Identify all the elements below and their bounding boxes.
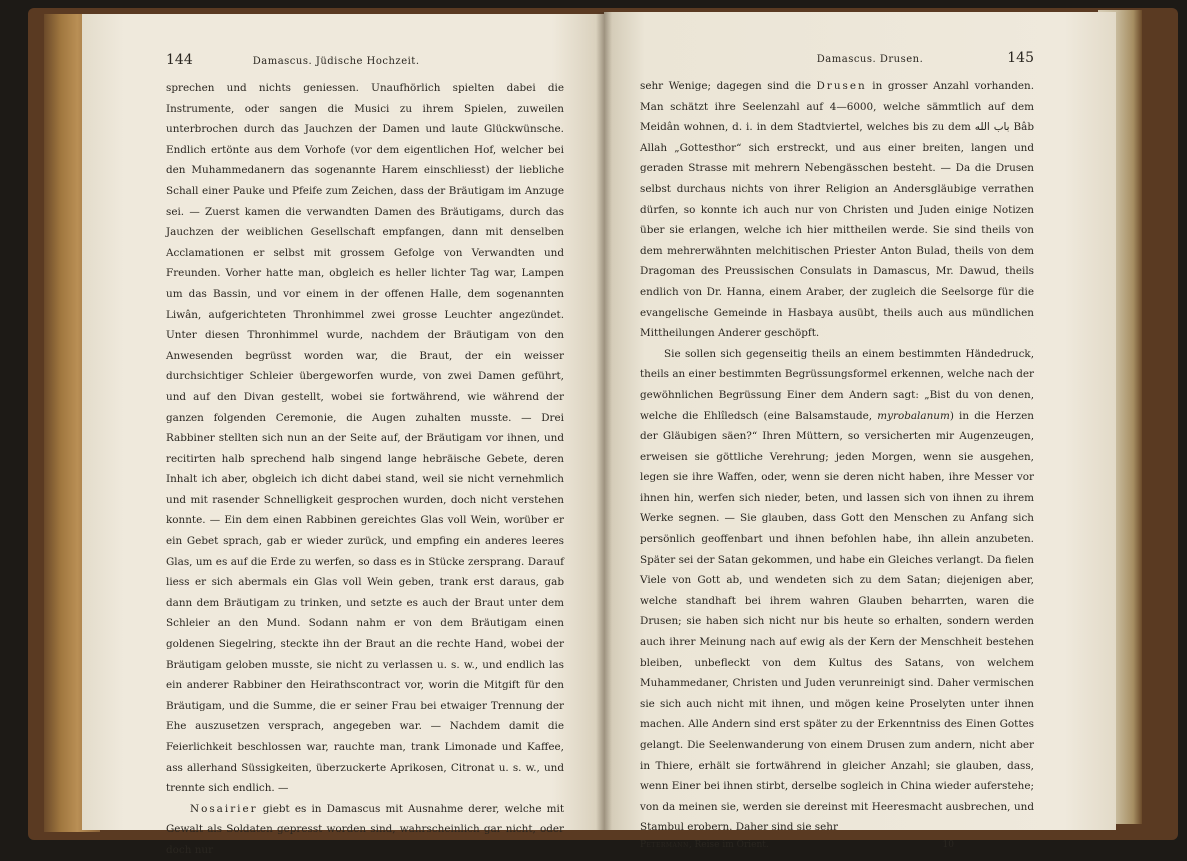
page-number: 144 <box>166 52 193 68</box>
paragraph-text: Sie sollen sich gegenseitig theils an einem bestimmten Händedruck, theils an einer bestimmten Begrüssungsformel erkennen, welche nach der gewöhnlichen Begrüssung Einer dem Andern sagt: „Bist du von denen, welche die Ehlîledsch (eine Balsamstaude, <box>640 347 1034 422</box>
paragraph: sprechen und nichts geniessen. Unaufhörlich spielten dabei die Instrumente, oder sangen die Musici zu ihrem Spielen, zuweilen unterbrochen durch das Jauchzen der Damen und laute Glückwünsche. Endlich ertönte aus dem Vorhofe (vor dem eigentlichen Hof, welcher bei den Muhammedanern das sogenannte Harem einschliesst) der liebliche Schall einer Pauke und Pfeife zum Zeichen, dass der Bräutigam im Anzuge sei. — Zuerst kamen die verwandten Damen des Bräutigams, durch das Jauchzen der weiblichen Gesellschaft empfangen, dann mit denselben Acclamationen er selbst mit grossem Gefolge von Verwandten und Freunden. Vorher hatte man, obgleich es heller lichter Tag war, Lampen um das Bassin, und vor einem in der offenen Halle, dem sogenannten Liwân, aufgerichteten Thronhimmel zwei grosse Leuchter angezündet. Unter diesen Thronhimmel wurde, nachdem der Bräutigam von den Anwesenden begrüsst worden war, die Braut, der ein weisser durchsichtiger Schleier übergeworfen wurde, von zwei Damen geführt, und auf den Divan gestellt, wobei sie fortwährend, wie während der ganzen folgenden Ceremonie, die Augen zuhalten musste. — Drei Rabbiner stellten sich nun an der Seite auf, der Bräutigam vor ihnen, und recitirten halb sprechend halb singend lange hebräische Gebete, deren Inhalt ich aber, obgleich ich dicht dabei stand, weil sie nicht vernehmlich und mit rasender Schnelligkeit gesprochen wurden, doch nicht verstehen konnte. — Ein dem einen Rabbinen gereichtes Glas voll Wein, worüber er ein Gebet sprach, gab er wieder zurück, und empfing ein anderes leeres Glas, um es auf die Erde zu werfen, so dass es in Stücke zersprang. Darauf liess er sich abermals ein Glas voll Wein geben, trank erst daraus, gab dann dem Bräutigam zu trinken, und setzte es auch der Braut unter dem Schleier an den Mund. Sodann nahm er von dem Bräutigam einen goldenen Siegelring, steckte ihn der Braut an die rechte Hand, wobei der Bräutigam geloben musste, sie nicht zu verlassen u. s. w., und endlich las ein anderer Rabbiner den Heirathscontract vor, worin die Mitgift für den Bräutigam, und die Summe, die er seiner Frau bei etwaiger Trennung der Ehe auszusetzen versprach, angegeben war. — Nachdem damit die Feierlichkeit beschlossen war, rauchte man, trank Limonade und Kaffee, ass allerhand Süssigkeiten, überzuckerte Aprikosen, Citronat u. s. w., und trennte sich endlich. — <box>166 82 564 795</box>
paragraph <box>166 799 564 861</box>
spaced-word: Nosairier <box>190 802 258 815</box>
signature-number: 10 <box>942 839 954 850</box>
italic-term: myrobalanum <box>877 409 950 422</box>
paragraph-text: sehr Wenige; dagegen sind die <box>640 80 817 92</box>
right-page <box>604 12 1116 850</box>
signature-line <box>640 840 1034 850</box>
running-head: Damascus. Drusen. <box>816 54 924 65</box>
arabic-text: باب الله <box>974 121 1010 134</box>
paragraph-text: Bâb Allah „Gottesthor“ sich erstreckt, und aus einer breiten, langen und geraden Strasse mit mehrern Nebengässchen besteht. — Da die Drusen selbst durchaus nichts von ihrer Religion an Andersgläubige verrathen dürfen, so konnte ich auch nur von Christen und Juden einige Notizen über sie erlangen, welche ich hier mittheilen werde. Sie sind theils von dem mehrerwähnten melchitischen Priester Anton Bulad, theils von dem Dragoman des Preussischen Consulats in Damascus, Mr. Dawud, theils endlich von Dr. Hanna, einem Araber, der zugleich die Seelsorge für die evangelische Gemeinde in Hasbaya ausübt, theils auch aus mündlichen Mittheilungen Anderer geschöpft. <box>640 121 1034 340</box>
page-number: 145 <box>1007 50 1034 66</box>
signature-rest: , Reise im Orient. <box>688 839 769 850</box>
left-page <box>82 14 604 856</box>
paragraph-text: in grosser Anzahl vorhanden. Man schätzt ihre Seelenzahl auf 4—6000, welche sämmtlich auf dem Meidân wohnen, d. i. in dem Stadtviertel, welches bis zu dem <box>640 80 1035 134</box>
left-page-header <box>166 52 564 68</box>
book-gutter <box>596 12 612 830</box>
paragraph-text: ) in die Herzen der Gläubigen säen?“ Ihren Müttern, so versicherten mir Augenzeugen, erweisen sie göttliche Verehrung; jeden Morgen, wenn sie ausgehen, legen sie ihre Waffen, oder, wenn sie deren nicht haben, ihre Messer vor ihnen hin, werfen sich nieder, beten, und lassen sich von ihnen zu ihrem Werke segnen. — Sie glauben, dass Gott den Menschen zu Anfang sich persönlich geoffenbart und ihnen befohlen habe, ihn allein anzubeten. Später sei der Satan gekommen, und habe ein Gleiches verlangt. Da fielen Viele von Gott ab, und wendeten sich zu dem Satan; diejenigen aber, welche standhaft bei ihrem wahren Glauben beharrten, waren die Drusen; sie haben sich nicht nur bis heute so erhalten, sondern werden auch ihrer Meinung nach auf ewig als der Kern der Menschheit bestehen bleiben, unbefleckt von dem Kultus des Satans, von welchem Muhammedaner, Christen und Juden verunreinigt sind. Daher vermischen sie sich auch nicht mit ihnen, und mögen keine Proselyten unter ihnen machen. Alle Andern sind erst später zu der Erkenntniss des Einen Gottes gelangt. Die Seelenwanderung von einem Drusen zum andern, nicht aber in Thiere, erhält sie fortwährend in gleicher Anzahl; sie glauben, dass, wenn Einer bei ihnen stirbt, derselbe sogleich in China wieder auferstehe; von da meinen sie, werden sie dereinst mit Heeresmacht ausbrechen, und Stambul erobern. Daher sind sie sehr <box>640 409 1034 834</box>
signature-name: Petermann <box>640 839 689 850</box>
spaced-word: Drusen <box>816 80 867 92</box>
paragraph <box>640 76 1034 344</box>
running-head: Damascus. Jüdische Hochzeit. <box>252 56 420 67</box>
right-page-body <box>640 76 1034 838</box>
paragraph <box>640 344 1034 838</box>
right-page-header <box>640 50 1034 66</box>
paragraph-text: giebt es in Damascus mit Ausnahme derer, welche mit Gewalt als Soldaten gepresst worden sind, wahrscheinlich gar nicht, oder doch nur <box>166 802 564 856</box>
left-page-body <box>166 78 564 861</box>
signature-text <box>640 840 769 850</box>
